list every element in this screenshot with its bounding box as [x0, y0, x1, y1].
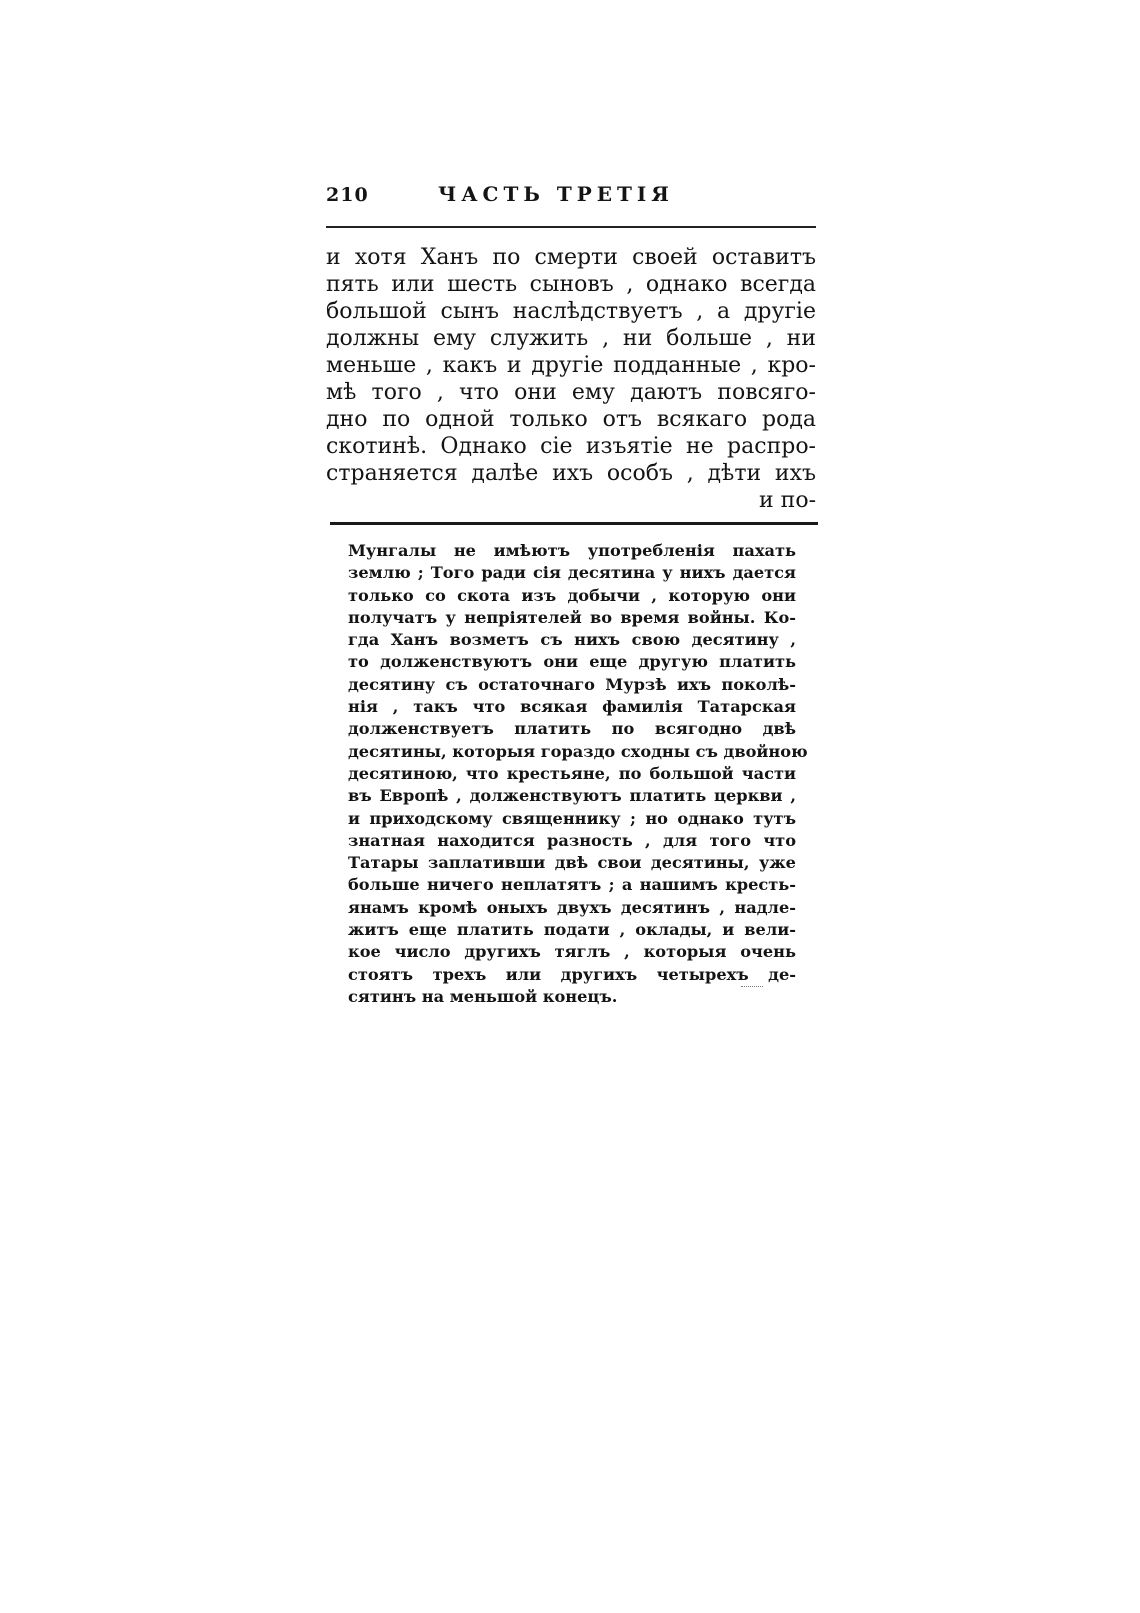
footnote-line: то долженствуютъ они еще другую платить [348, 652, 796, 672]
header-rule [326, 226, 816, 228]
footnote-line: житъ еще платить подати , оклады, и вели- [348, 920, 796, 940]
main-text-line: страняется далѣе ихъ особъ , дѣти ихъ [326, 461, 816, 486]
footnote-line: десятину съ остаточнаго Мурзѣ ихъ поколѣ- [348, 674, 796, 694]
page-number: 210 [326, 184, 369, 206]
main-text-line: пять или шесть сыновъ , однако всегда [326, 272, 816, 297]
footnote-line: янамъ кромѣ оныхъ двухъ десятинъ , надле- [348, 897, 796, 917]
catchword: и по- [759, 488, 816, 513]
footnote-line: сятинъ на меньшой конецъ. [348, 986, 618, 1006]
main-text-line: меньше , какъ и другіе подданные , кро- [326, 353, 816, 378]
footnote-line: въ Европѣ , долженствуютъ платить церкви , [348, 786, 796, 806]
footnote-line: долженствуетъ платить по всягодно двѣ [348, 719, 796, 739]
footnote-line: и приходскому священнику ; но однако тутъ [348, 808, 796, 828]
main-text-line: скотинѣ. Однако сіе изъятіе не распро- [326, 434, 816, 459]
footnote-line: стоятъ трехъ или другихъ четырехъ де- [348, 964, 796, 984]
page-header [326, 178, 818, 214]
footnote-line: Татары заплативши двѣ свои десятины, уже [348, 853, 796, 873]
footnote-line: Мунгалы не имѣютъ употребленія пахать [348, 541, 796, 560]
footnote-line: гда Ханъ возметъ съ нихъ свою десятину , [348, 630, 796, 650]
footnote-separator-rule [330, 522, 818, 525]
print-speck [741, 986, 763, 989]
footnote-line: только со скота изъ добычи , которую они [348, 585, 796, 605]
footnote-line: больше ничего неплатятъ ; а нашимъ кресть- [348, 875, 796, 895]
footnote-line: кое число другихъ тяглъ , которыя очень [348, 942, 796, 962]
footnote-line: получатъ у непріятелей во время войны. Ко- [348, 607, 796, 627]
main-text-line: большой сынъ наслѣдствуетъ , а другіе [326, 299, 816, 324]
main-text-block [326, 244, 816, 514]
footnote-line: десятины, которыя гораздо сходны съ двойною [348, 741, 808, 761]
footnote-line: землю ; Того ради сія десятина у нихъ дается [348, 563, 796, 583]
main-text-line: мѣ того , что они ему даютъ повсяго- [326, 380, 816, 405]
footnote-line: десятиною, что крестьяне, по большой части [348, 763, 796, 783]
footnote-line: нія , такъ что всякая фамилія Татарская [348, 697, 796, 717]
running-title: ЧАСТЬ ТРЕТІЯ [438, 182, 674, 206]
main-text-line: и хотя Ханъ по смерти своей оставитъ [326, 245, 816, 270]
footnote-line: знатная находится разность , для того что [348, 830, 796, 850]
main-text-line: должны ему служить , ни больше , ни [326, 326, 816, 351]
footnote-block [348, 540, 808, 1008]
main-text-line: дно по одной только отъ всякаго рода [326, 407, 816, 432]
